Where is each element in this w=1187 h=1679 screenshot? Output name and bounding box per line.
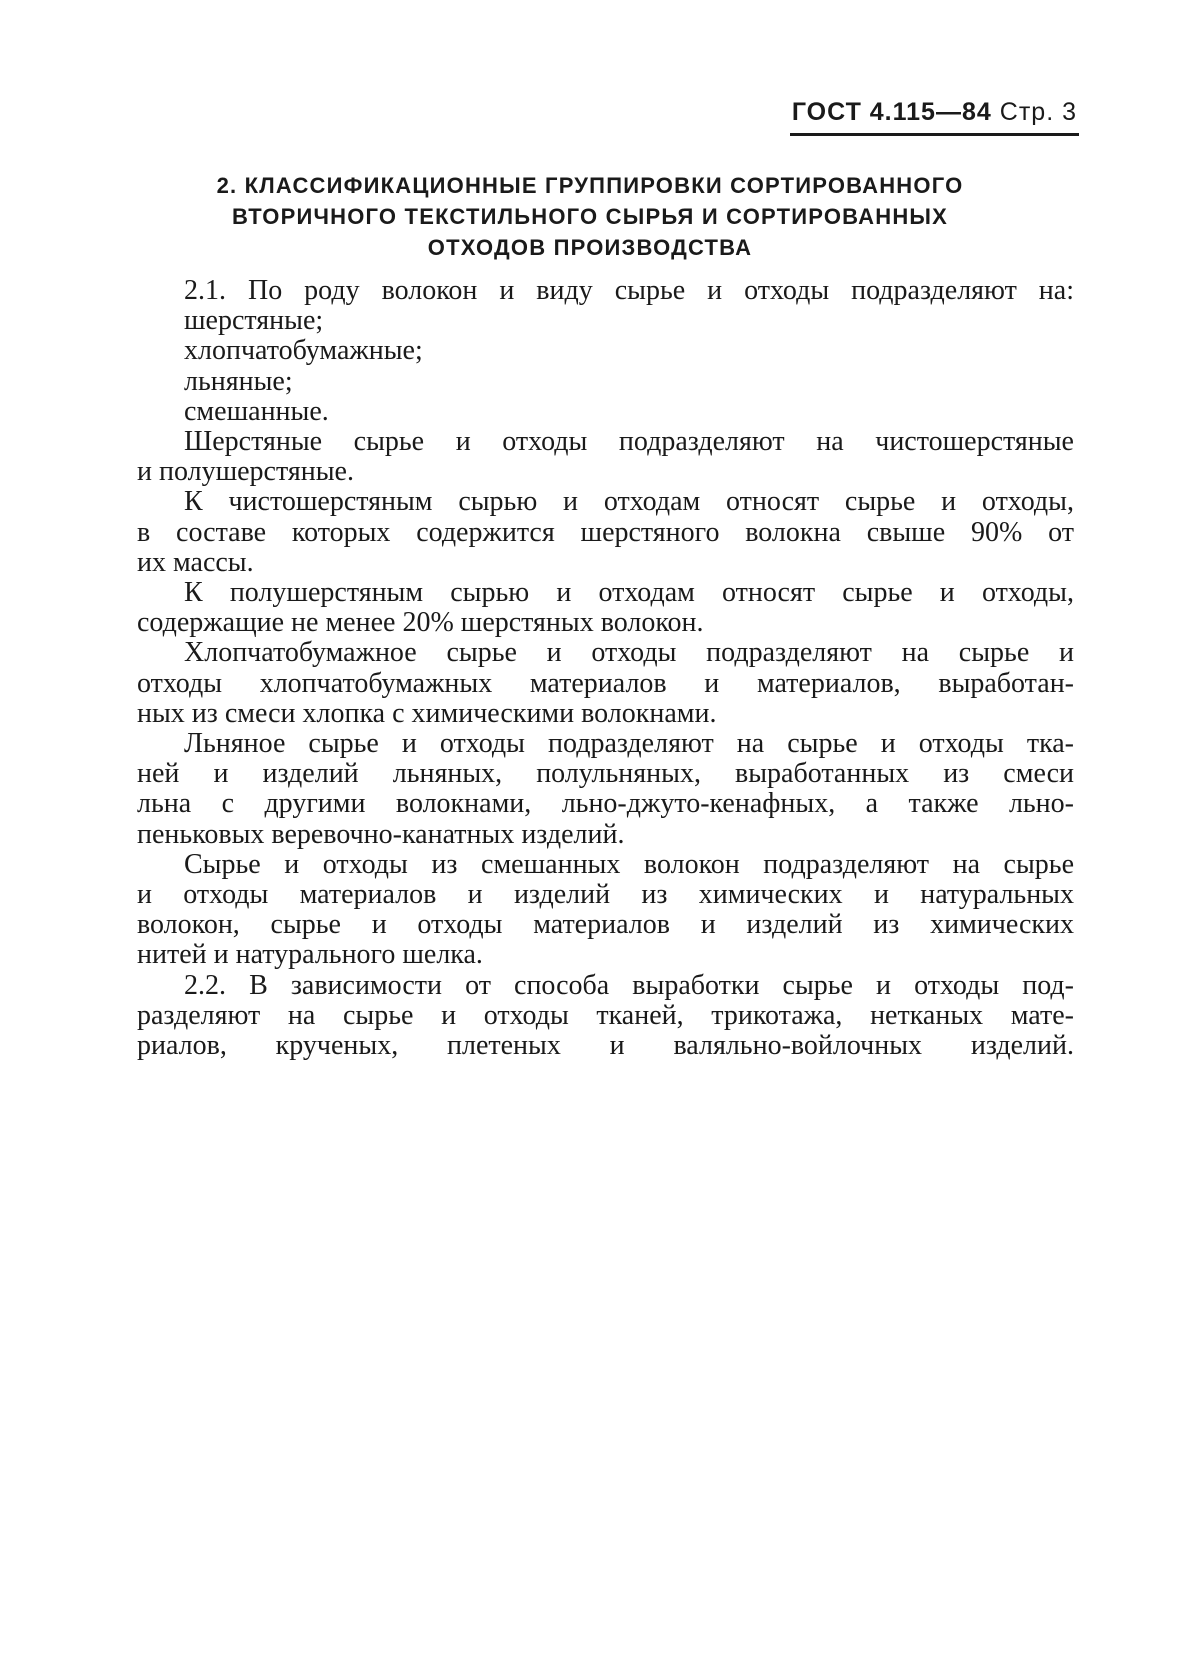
section-title-line: 2. КЛАССИФИКАЦИОННЫЕ ГРУППИРОВКИ СОРТИРОВАННОГО: [216, 173, 964, 198]
text-line: разделяют на сырье и отходы тканей, трикотажа, нетканых мате-: [137, 999, 1074, 1031]
text-line: 2.2. В зависимости от способа выработки сырье и отходы под-: [184, 969, 1074, 1001]
section-title-line: ОТХОДОВ ПРОИЗВОДСТВА: [427, 235, 753, 260]
standard-number: ГОСТ 4.115—84: [791, 98, 992, 126]
text-line: и отходы материалов и изделий из химических и натуральных: [137, 879, 1074, 911]
text-line: Сырье и отходы из смешанных волокон подразделяют на сырье: [184, 848, 1074, 880]
text-line: в составе которых содержится шерстяного волокна свыше 90% от: [137, 516, 1074, 548]
section-title-line: ВТОРИЧНОГО ТЕКСТИЛЬНОГО СЫРЬЯ И СОРТИРОВАННЫХ: [231, 204, 949, 229]
section-title: [150, 170, 1030, 263]
page-number: Стр. 3: [999, 98, 1077, 126]
page-header: [792, 98, 1077, 127]
text-line: нитей и натурального шелка.: [137, 939, 483, 971]
text-line: волокон, сырье и отходы материалов и изделий из химических: [137, 909, 1074, 941]
list-item: льняные;: [184, 365, 293, 397]
body-text: [137, 276, 1074, 1061]
text-line: льна с другими волокнами, льно-джуто-кенафных, а также льно-: [137, 788, 1074, 820]
list-item: хлопчатобумажные;: [184, 335, 423, 367]
text-line: ней и изделий льняных, полульняных, выработанных из смеси: [137, 758, 1074, 790]
text-line: ных из смеси хлопка с химическими волокнами.: [137, 697, 717, 729]
list-item: смешанные.: [184, 395, 329, 427]
text-line: Хлопчатобумажное сырье и отходы подразделяют на сырье и: [184, 637, 1074, 669]
header-rule: [790, 133, 1079, 136]
text-line: Шерстяные сырье и отходы подразделяют на чистошерстяные: [184, 426, 1074, 458]
text-line: 2.1. По роду волокон и виду сырье и отходы подразделяют на:: [184, 275, 1074, 306]
text-line: их массы.: [137, 546, 254, 578]
text-line: пеньковых веревочно-канатных изделий.: [137, 818, 625, 850]
text-line: содержащие не менее 20% шерстяных волокон.: [137, 607, 704, 639]
text-line: Льняное сырье и отходы подразделяют на сырье и отходы тка-: [184, 728, 1074, 760]
text-line: К полушерстяным сырью и отходам относят сырье и отходы,: [184, 577, 1074, 609]
list-item: шерстяные;: [184, 305, 324, 337]
text-line: риалов, крученых, плетеных и валяльно-войлочных изделий.: [137, 1030, 1074, 1062]
text-line: К чистошерстяным сырью и отходам относят сырье и отходы,: [184, 486, 1074, 518]
text-line: и полушерстяные.: [137, 456, 354, 488]
text-line: отходы хлопчатобумажных материалов и материалов, выработан-: [137, 667, 1074, 699]
